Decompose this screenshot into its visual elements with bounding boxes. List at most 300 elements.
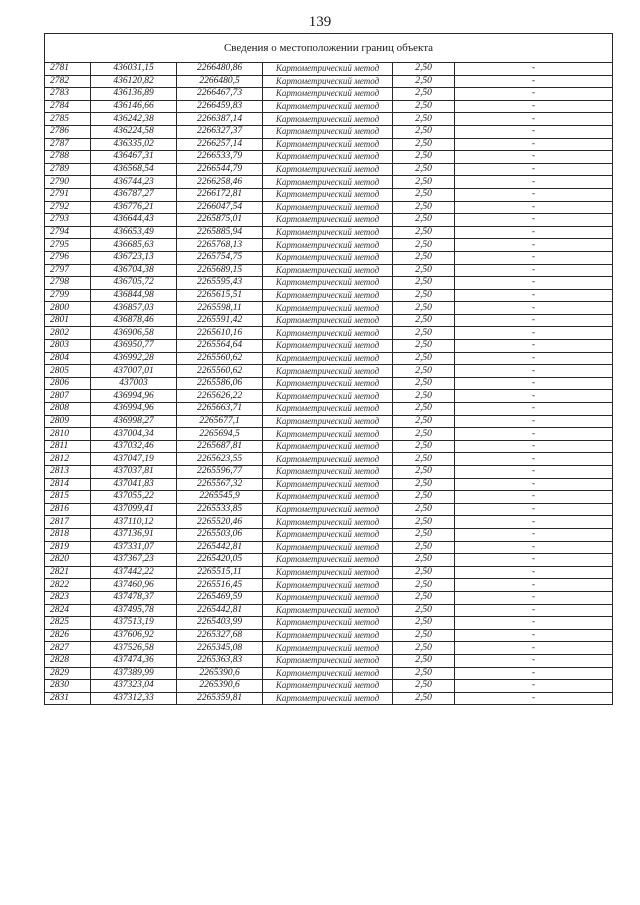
method-cell: Картометрический метод (263, 75, 393, 88)
point-number-cell: 2812 (45, 453, 91, 466)
accuracy-cell: 2,50 (393, 63, 455, 76)
note-cell: - (455, 302, 613, 315)
accuracy-cell: 2,50 (393, 75, 455, 88)
y-coordinate-cell: 2266047,54 (177, 201, 263, 214)
accuracy-cell: 2,50 (393, 163, 455, 176)
note-cell: - (455, 327, 613, 340)
method-cell: Картометрический метод (263, 264, 393, 277)
y-coordinate-cell: 2266533,79 (177, 151, 263, 164)
point-number-cell: 2782 (45, 75, 91, 88)
x-coordinate-cell: 436705,72 (91, 277, 177, 290)
y-coordinate-cell: 2265469,59 (177, 591, 263, 604)
point-number-cell: 2825 (45, 617, 91, 630)
table-row (45, 566, 613, 579)
table-row (45, 352, 613, 365)
point-number-cell: 2796 (45, 251, 91, 264)
y-coordinate-cell: 2266544,79 (177, 163, 263, 176)
method-cell: Картометрический метод (263, 692, 393, 705)
table-row (45, 88, 613, 101)
y-coordinate-cell: 2265596,77 (177, 466, 263, 479)
y-coordinate-cell: 2265567,32 (177, 478, 263, 491)
method-cell: Картометрический метод (263, 654, 393, 667)
note-cell: - (455, 528, 613, 541)
table-row (45, 239, 613, 252)
accuracy-cell: 2,50 (393, 415, 455, 428)
note-cell: - (455, 201, 613, 214)
x-coordinate-cell: 437367,23 (91, 554, 177, 567)
x-coordinate-cell: 436568,54 (91, 163, 177, 176)
note-cell: - (455, 579, 613, 592)
point-number-cell: 2791 (45, 188, 91, 201)
y-coordinate-cell: 2266257,14 (177, 138, 263, 151)
table-row (45, 440, 613, 453)
method-cell: Картометрический метод (263, 566, 393, 579)
y-coordinate-cell: 2265694,5 (177, 428, 263, 441)
x-coordinate-cell: 436906,58 (91, 327, 177, 340)
point-number-cell: 2820 (45, 554, 91, 567)
note-cell: - (455, 176, 613, 189)
point-number-cell: 2800 (45, 302, 91, 315)
method-cell: Картометрический метод (263, 226, 393, 239)
y-coordinate-cell: 2265595,43 (177, 277, 263, 290)
accuracy-cell: 2,50 (393, 239, 455, 252)
table-row (45, 251, 613, 264)
table-row (45, 667, 613, 680)
note-cell: - (455, 654, 613, 667)
x-coordinate-cell: 436857,03 (91, 302, 177, 315)
accuracy-cell: 2,50 (393, 516, 455, 529)
table-row (45, 390, 613, 403)
method-cell: Картометрический метод (263, 466, 393, 479)
method-cell: Картометрический метод (263, 125, 393, 138)
method-cell: Картометрический метод (263, 403, 393, 416)
y-coordinate-cell: 2265610,16 (177, 327, 263, 340)
method-cell: Картометрический метод (263, 352, 393, 365)
method-cell: Картометрический метод (263, 63, 393, 76)
y-coordinate-cell: 2265545,9 (177, 491, 263, 504)
note-cell: - (455, 453, 613, 466)
x-coordinate-cell: 436467,31 (91, 151, 177, 164)
accuracy-cell: 2,50 (393, 654, 455, 667)
table-row (45, 541, 613, 554)
method-cell: Картометрический метод (263, 617, 393, 630)
table-row (45, 302, 613, 315)
note-cell: - (455, 642, 613, 655)
x-coordinate-cell: 436685,63 (91, 239, 177, 252)
point-number-cell: 2822 (45, 579, 91, 592)
point-number-cell: 2784 (45, 100, 91, 113)
note-cell: - (455, 277, 613, 290)
x-coordinate-cell: 437606,92 (91, 629, 177, 642)
point-number-cell: 2799 (45, 289, 91, 302)
point-number-cell: 2786 (45, 125, 91, 138)
table-caption: Сведения о местоположении границ объекта (45, 34, 613, 63)
note-cell: - (455, 226, 613, 239)
method-cell: Картометрический метод (263, 138, 393, 151)
table-row (45, 466, 613, 479)
table-row (45, 201, 613, 214)
point-number-cell: 2806 (45, 377, 91, 390)
accuracy-cell: 2,50 (393, 554, 455, 567)
x-coordinate-cell: 437460,96 (91, 579, 177, 592)
note-cell: - (455, 163, 613, 176)
note-cell: - (455, 566, 613, 579)
y-coordinate-cell: 2265754,75 (177, 251, 263, 264)
method-cell: Картометрический метод (263, 591, 393, 604)
note-cell: - (455, 680, 613, 693)
note-cell: - (455, 340, 613, 353)
method-cell: Картометрический метод (263, 554, 393, 567)
x-coordinate-cell: 437513,19 (91, 617, 177, 630)
table-row (45, 453, 613, 466)
method-cell: Картометрический метод (263, 415, 393, 428)
accuracy-cell: 2,50 (393, 365, 455, 378)
y-coordinate-cell: 2265390,6 (177, 667, 263, 680)
point-number-cell: 2830 (45, 680, 91, 693)
table-row (45, 503, 613, 516)
point-number-cell: 2804 (45, 352, 91, 365)
y-coordinate-cell: 2266387,14 (177, 113, 263, 126)
x-coordinate-cell: 437474,36 (91, 654, 177, 667)
method-cell: Картометрический метод (263, 201, 393, 214)
method-cell: Картометрический метод (263, 163, 393, 176)
note-cell: - (455, 617, 613, 630)
x-coordinate-cell: 437007,01 (91, 365, 177, 378)
x-coordinate-cell: 437312,33 (91, 692, 177, 705)
accuracy-cell: 2,50 (393, 428, 455, 441)
table-row (45, 176, 613, 189)
note-cell: - (455, 428, 613, 441)
accuracy-cell: 2,50 (393, 113, 455, 126)
y-coordinate-cell: 2265768,13 (177, 239, 263, 252)
note-cell: - (455, 503, 613, 516)
point-number-cell: 2807 (45, 390, 91, 403)
x-coordinate-cell: 437099,41 (91, 503, 177, 516)
accuracy-cell: 2,50 (393, 566, 455, 579)
point-number-cell: 2783 (45, 88, 91, 101)
x-coordinate-cell: 437032,46 (91, 440, 177, 453)
method-cell: Картометрический метод (263, 100, 393, 113)
table-row (45, 327, 613, 340)
note-cell: - (455, 466, 613, 479)
x-coordinate-cell: 436242,38 (91, 113, 177, 126)
accuracy-cell: 2,50 (393, 692, 455, 705)
method-cell: Картометрический метод (263, 302, 393, 315)
note-cell: - (455, 151, 613, 164)
point-number-cell: 2803 (45, 340, 91, 353)
y-coordinate-cell: 2265663,71 (177, 403, 263, 416)
x-coordinate-cell: 437110,12 (91, 516, 177, 529)
table-row (45, 151, 613, 164)
note-cell: - (455, 390, 613, 403)
point-number-cell: 2824 (45, 604, 91, 617)
x-coordinate-cell: 437495,78 (91, 604, 177, 617)
y-coordinate-cell: 2266480,5 (177, 75, 263, 88)
y-coordinate-cell: 2265359,81 (177, 692, 263, 705)
accuracy-cell: 2,50 (393, 176, 455, 189)
method-cell: Картометрический метод (263, 289, 393, 302)
point-number-cell: 2805 (45, 365, 91, 378)
note-cell: - (455, 516, 613, 529)
accuracy-cell: 2,50 (393, 251, 455, 264)
x-coordinate-cell: 436224,58 (91, 125, 177, 138)
accuracy-cell: 2,50 (393, 579, 455, 592)
x-coordinate-cell: 437323,04 (91, 680, 177, 693)
note-cell: - (455, 692, 613, 705)
point-number-cell: 2787 (45, 138, 91, 151)
y-coordinate-cell: 2266258,46 (177, 176, 263, 189)
x-coordinate-cell: 437004,34 (91, 428, 177, 441)
note-cell: - (455, 591, 613, 604)
point-number-cell: 2809 (45, 415, 91, 428)
x-coordinate-cell: 436992,28 (91, 352, 177, 365)
y-coordinate-cell: 2265875,01 (177, 214, 263, 227)
note-cell: - (455, 415, 613, 428)
x-coordinate-cell: 436723,13 (91, 251, 177, 264)
x-coordinate-cell: 436998,27 (91, 415, 177, 428)
x-coordinate-cell: 436878,46 (91, 314, 177, 327)
point-number-cell: 2828 (45, 654, 91, 667)
x-coordinate-cell: 437389,99 (91, 667, 177, 680)
point-number-cell: 2817 (45, 516, 91, 529)
x-coordinate-cell: 436844,98 (91, 289, 177, 302)
accuracy-cell: 2,50 (393, 466, 455, 479)
method-cell: Картометрический метод (263, 503, 393, 516)
accuracy-cell: 2,50 (393, 88, 455, 101)
note-cell: - (455, 491, 613, 504)
method-cell: Картометрический метод (263, 428, 393, 441)
table-row (45, 516, 613, 529)
x-coordinate-cell: 437037,81 (91, 466, 177, 479)
accuracy-cell: 2,50 (393, 478, 455, 491)
table-row (45, 75, 613, 88)
x-coordinate-cell: 437047,19 (91, 453, 177, 466)
y-coordinate-cell: 2265390,6 (177, 680, 263, 693)
accuracy-cell: 2,50 (393, 642, 455, 655)
point-number-cell: 2831 (45, 692, 91, 705)
point-number-cell: 2821 (45, 566, 91, 579)
accuracy-cell: 2,50 (393, 314, 455, 327)
table-row (45, 692, 613, 705)
x-coordinate-cell: 437526,58 (91, 642, 177, 655)
table-row (45, 654, 613, 667)
note-cell: - (455, 239, 613, 252)
note-cell: - (455, 604, 613, 617)
note-cell: - (455, 100, 613, 113)
method-cell: Картометрический метод (263, 88, 393, 101)
x-coordinate-cell: 436653,49 (91, 226, 177, 239)
boundary-coordinates-table (44, 33, 613, 705)
x-coordinate-cell: 437442,22 (91, 566, 177, 579)
y-coordinate-cell: 2266459,83 (177, 100, 263, 113)
x-coordinate-cell: 436776,21 (91, 201, 177, 214)
y-coordinate-cell: 2265520,46 (177, 516, 263, 529)
method-cell: Картометрический метод (263, 277, 393, 290)
point-number-cell: 2785 (45, 113, 91, 126)
accuracy-cell: 2,50 (393, 453, 455, 466)
x-coordinate-cell: 437003 (91, 377, 177, 390)
point-number-cell: 2788 (45, 151, 91, 164)
note-cell: - (455, 403, 613, 416)
method-cell: Картометрический метод (263, 579, 393, 592)
note-cell: - (455, 188, 613, 201)
y-coordinate-cell: 2265503,06 (177, 528, 263, 541)
method-cell: Картометрический метод (263, 314, 393, 327)
note-cell: - (455, 63, 613, 76)
y-coordinate-cell: 2265420,05 (177, 554, 263, 567)
y-coordinate-cell: 2265586,06 (177, 377, 263, 390)
note-cell: - (455, 214, 613, 227)
x-coordinate-cell: 436031,15 (91, 63, 177, 76)
method-cell: Картометрический метод (263, 680, 393, 693)
method-cell: Картометрический метод (263, 642, 393, 655)
table-row (45, 125, 613, 138)
y-coordinate-cell: 2265516,45 (177, 579, 263, 592)
accuracy-cell: 2,50 (393, 226, 455, 239)
point-number-cell: 2816 (45, 503, 91, 516)
point-number-cell: 2789 (45, 163, 91, 176)
method-cell: Картометрический метод (263, 604, 393, 617)
accuracy-cell: 2,50 (393, 591, 455, 604)
method-cell: Картометрический метод (263, 528, 393, 541)
table-row (45, 138, 613, 151)
accuracy-cell: 2,50 (393, 617, 455, 630)
accuracy-cell: 2,50 (393, 491, 455, 504)
x-coordinate-cell: 436704,38 (91, 264, 177, 277)
accuracy-cell: 2,50 (393, 340, 455, 353)
x-coordinate-cell: 437136,91 (91, 528, 177, 541)
y-coordinate-cell: 2266172,81 (177, 188, 263, 201)
table-row (45, 289, 613, 302)
table-row (45, 63, 613, 76)
method-cell: Картометрический метод (263, 478, 393, 491)
table-row (45, 365, 613, 378)
x-coordinate-cell: 437055,22 (91, 491, 177, 504)
y-coordinate-cell: 2266467,73 (177, 88, 263, 101)
note-cell: - (455, 314, 613, 327)
y-coordinate-cell: 2265689,15 (177, 264, 263, 277)
x-coordinate-cell: 436744,23 (91, 176, 177, 189)
accuracy-cell: 2,50 (393, 680, 455, 693)
accuracy-cell: 2,50 (393, 541, 455, 554)
point-number-cell: 2823 (45, 591, 91, 604)
table-row (45, 403, 613, 416)
point-number-cell: 2795 (45, 239, 91, 252)
y-coordinate-cell: 2265677,1 (177, 415, 263, 428)
table-row (45, 163, 613, 176)
accuracy-cell: 2,50 (393, 528, 455, 541)
y-coordinate-cell: 2265403,99 (177, 617, 263, 630)
note-cell: - (455, 251, 613, 264)
y-coordinate-cell: 2265345,08 (177, 642, 263, 655)
table-row (45, 415, 613, 428)
method-cell: Картометрический метод (263, 151, 393, 164)
accuracy-cell: 2,50 (393, 289, 455, 302)
accuracy-cell: 2,50 (393, 188, 455, 201)
x-coordinate-cell: 436136,89 (91, 88, 177, 101)
note-cell: - (455, 554, 613, 567)
table-row (45, 629, 613, 642)
table-row (45, 377, 613, 390)
accuracy-cell: 2,50 (393, 214, 455, 227)
note-cell: - (455, 264, 613, 277)
y-coordinate-cell: 2266327,37 (177, 125, 263, 138)
method-cell: Картометрический метод (263, 176, 393, 189)
method-cell: Картометрический метод (263, 541, 393, 554)
method-cell: Картометрический метод (263, 440, 393, 453)
method-cell: Картометрический метод (263, 251, 393, 264)
note-cell: - (455, 289, 613, 302)
x-coordinate-cell: 436120,82 (91, 75, 177, 88)
method-cell: Картометрический метод (263, 340, 393, 353)
note-cell: - (455, 541, 613, 554)
method-cell: Картометрический метод (263, 453, 393, 466)
table-row (45, 554, 613, 567)
table-row (45, 478, 613, 491)
table-row (45, 113, 613, 126)
note-cell: - (455, 75, 613, 88)
x-coordinate-cell: 437041,83 (91, 478, 177, 491)
table-row (45, 579, 613, 592)
table-row (45, 528, 613, 541)
accuracy-cell: 2,50 (393, 138, 455, 151)
method-cell: Картометрический метод (263, 214, 393, 227)
y-coordinate-cell: 2265533,85 (177, 503, 263, 516)
table-row (45, 214, 613, 227)
y-coordinate-cell: 2265591,42 (177, 314, 263, 327)
accuracy-cell: 2,50 (393, 390, 455, 403)
table-row (45, 264, 613, 277)
point-number-cell: 2814 (45, 478, 91, 491)
y-coordinate-cell: 2265560,62 (177, 352, 263, 365)
method-cell: Картометрический метод (263, 365, 393, 378)
y-coordinate-cell: 2266480,86 (177, 63, 263, 76)
x-coordinate-cell: 437478,37 (91, 591, 177, 604)
accuracy-cell: 2,50 (393, 201, 455, 214)
accuracy-cell: 2,50 (393, 604, 455, 617)
method-cell: Картометрический метод (263, 239, 393, 252)
method-cell: Картометрический метод (263, 188, 393, 201)
x-coordinate-cell: 436950,77 (91, 340, 177, 353)
table-row (45, 100, 613, 113)
table-row (45, 340, 613, 353)
y-coordinate-cell: 2265327,68 (177, 629, 263, 642)
table-row (45, 617, 613, 630)
x-coordinate-cell: 436994,96 (91, 403, 177, 416)
accuracy-cell: 2,50 (393, 327, 455, 340)
accuracy-cell: 2,50 (393, 629, 455, 642)
note-cell: - (455, 377, 613, 390)
method-cell: Картометрический метод (263, 377, 393, 390)
accuracy-cell: 2,50 (393, 100, 455, 113)
point-number-cell: 2826 (45, 629, 91, 642)
table-row (45, 188, 613, 201)
table-row (45, 491, 613, 504)
table-row (45, 314, 613, 327)
accuracy-cell: 2,50 (393, 403, 455, 416)
point-number-cell: 2802 (45, 327, 91, 340)
accuracy-cell: 2,50 (393, 440, 455, 453)
table-row (45, 642, 613, 655)
point-number-cell: 2827 (45, 642, 91, 655)
method-cell: Картометрический метод (263, 113, 393, 126)
table-row (45, 428, 613, 441)
x-coordinate-cell: 436335,02 (91, 138, 177, 151)
point-number-cell: 2813 (45, 466, 91, 479)
point-number-cell: 2794 (45, 226, 91, 239)
note-cell: - (455, 478, 613, 491)
method-cell: Картометрический метод (263, 629, 393, 642)
